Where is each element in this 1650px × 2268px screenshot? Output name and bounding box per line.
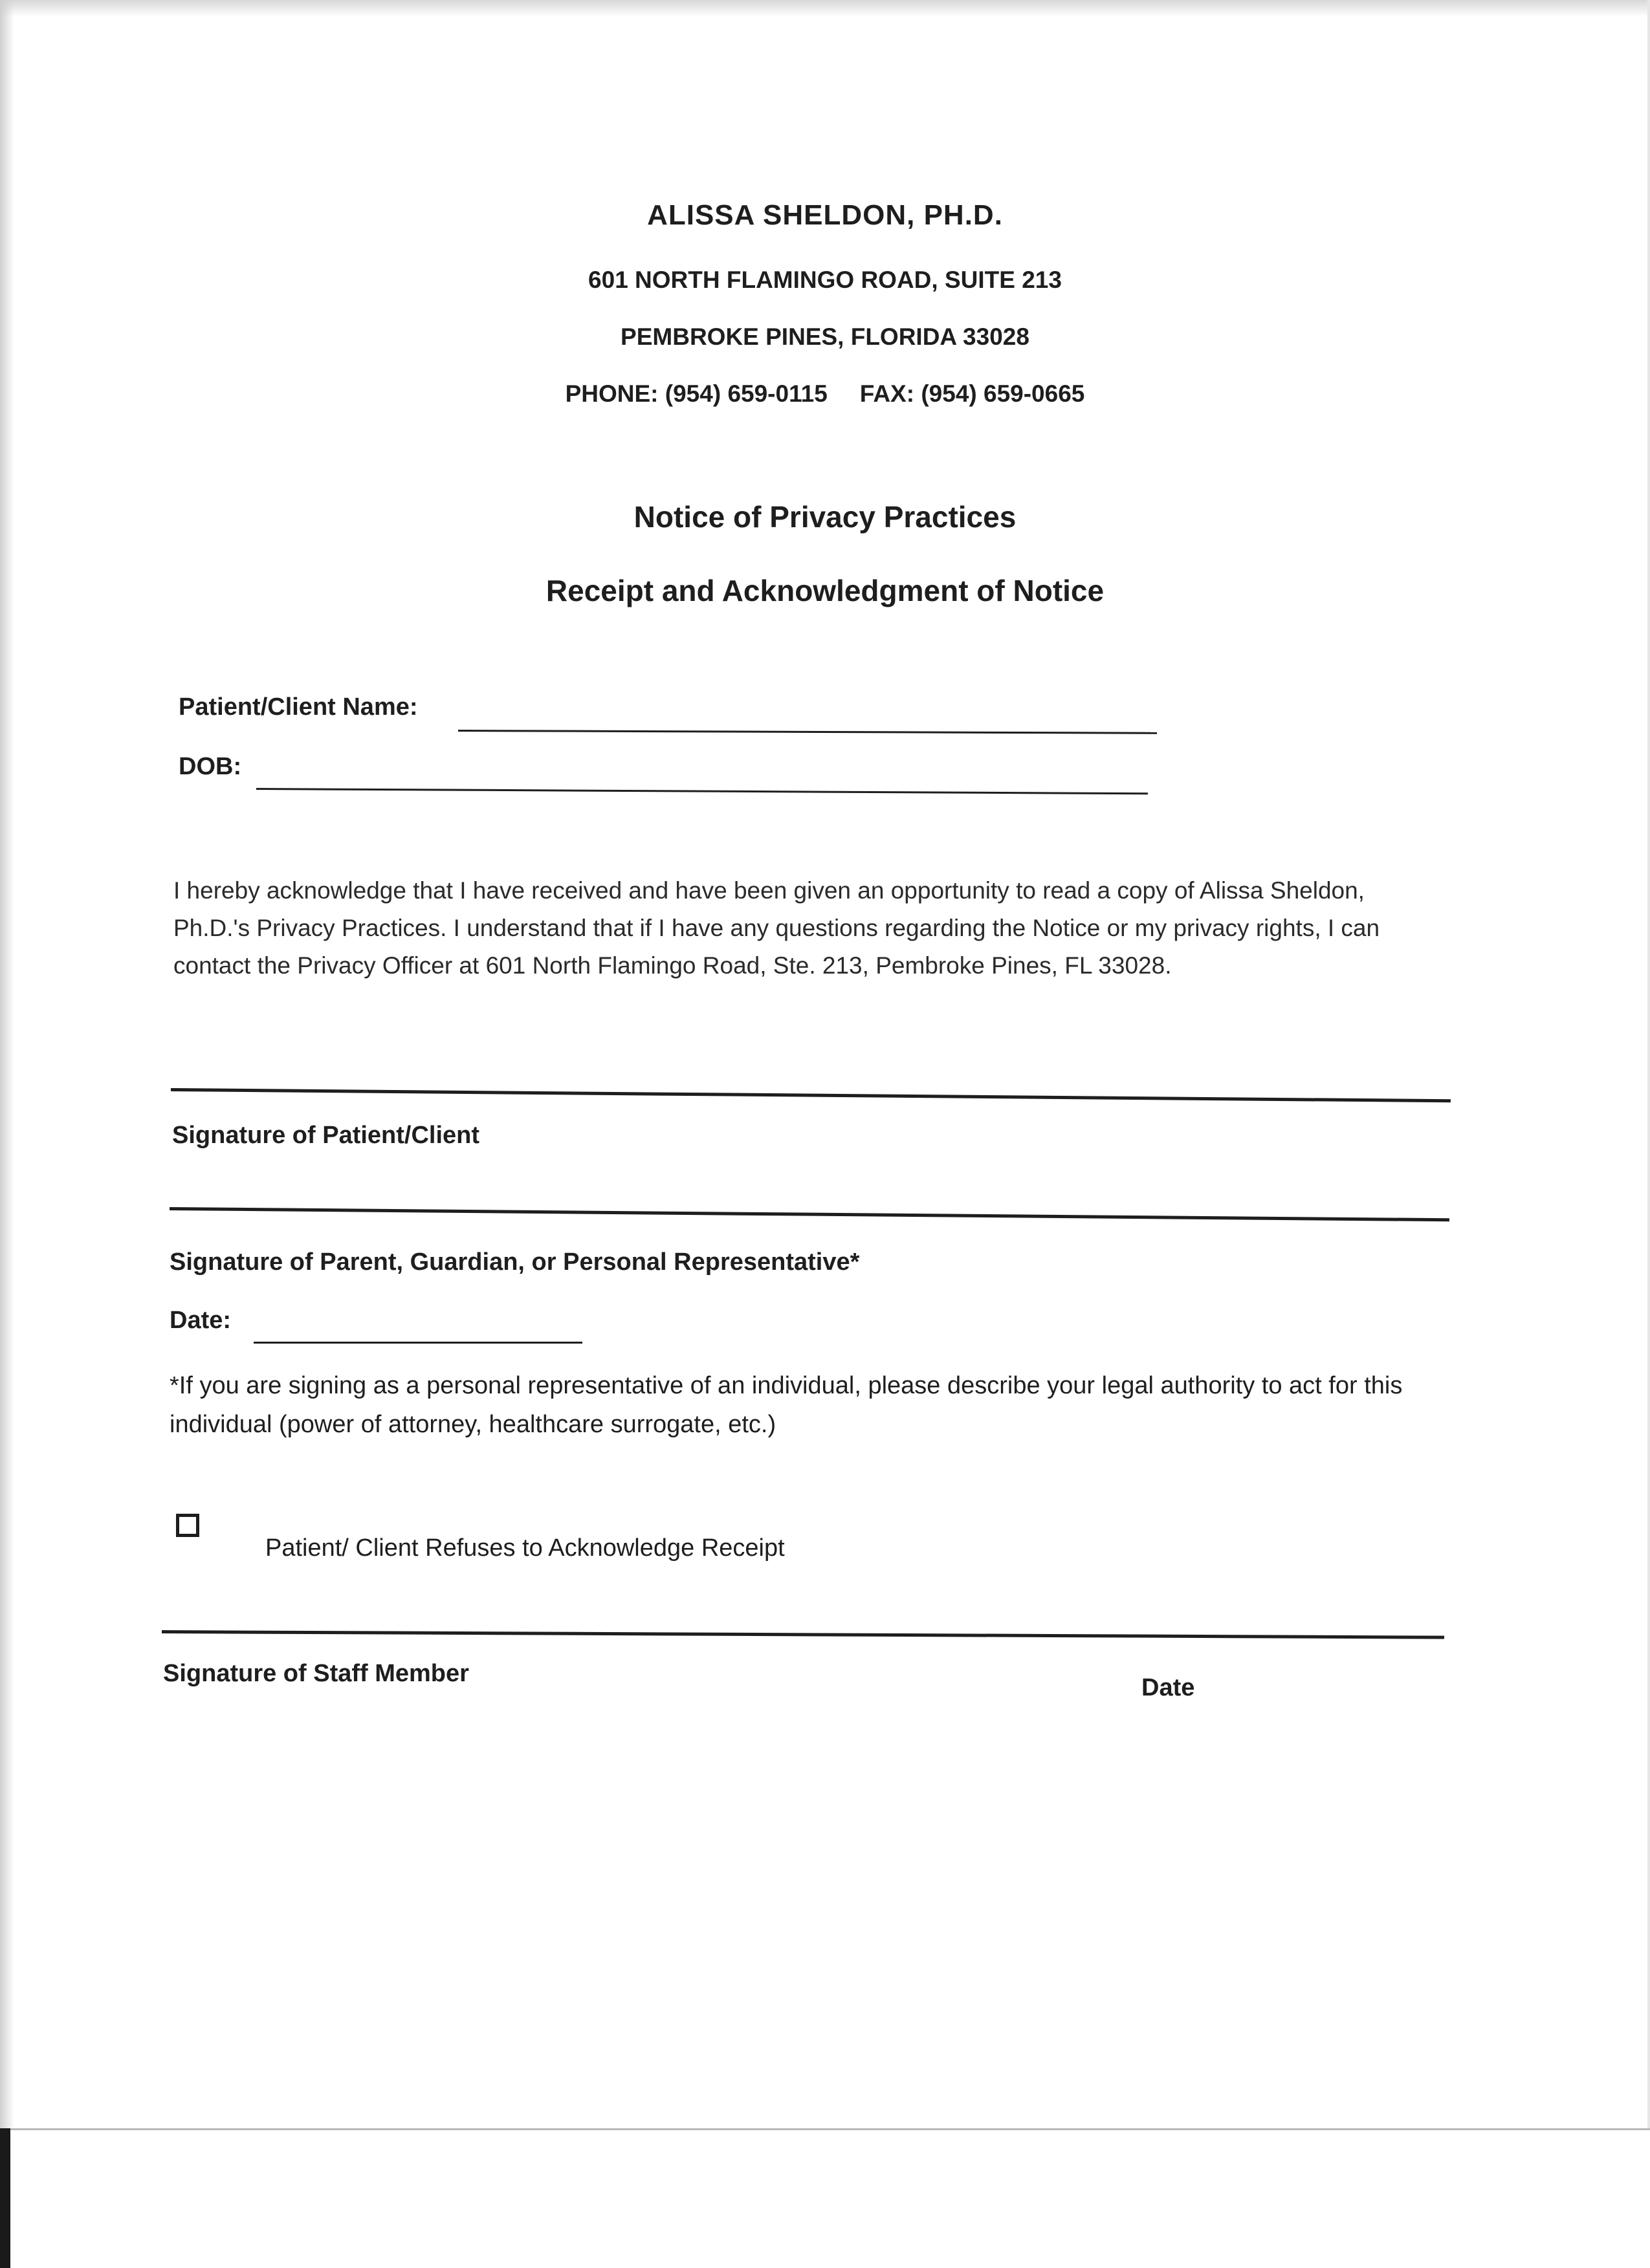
patient-signature-field[interactable] <box>171 1088 1451 1102</box>
date-label: Date: <box>170 1307 232 1334</box>
staff-date-label: Date <box>1141 1674 1195 1701</box>
patient-name-label: Patient/Client Name: <box>179 693 418 721</box>
date-field[interactable] <box>254 1342 582 1344</box>
scan-bottom-left-bar <box>0 2128 10 2268</box>
refusal-checkbox[interactable] <box>176 1514 199 1537</box>
address-line-2: PEMBROKE PINES, FLORIDA 33028 <box>621 323 1029 350</box>
dob-field[interactable] <box>256 788 1148 794</box>
acknowledgment-text: I hereby acknowledge that I have received and have been given an opportunity to read a copy of Alissa Sheldon, Ph.D.'s Privacy Practices. I understand that if I have any questions regarding the Notice or my privacy rights, I can contact the Privacy Officer at 601 North Flamingo Road, Ste. 213, Pembroke Pines, FL 33028. <box>173 877 1380 979</box>
scan-bottom-edge <box>0 2128 1650 2130</box>
contact-line <box>0 380 1650 408</box>
patient-name-field[interactable] <box>458 730 1157 734</box>
staff-signature-field[interactable] <box>162 1630 1444 1639</box>
dob-label: DOB: <box>179 753 242 780</box>
form-subtitle: Receipt and Acknowledgment of Notice <box>545 574 1105 607</box>
patient-signature-label: Signature of Patient/Client <box>172 1122 480 1149</box>
phone-number: PHONE: (954) 659-0115 <box>565 380 828 407</box>
scan-left-shadow <box>0 0 14 2128</box>
scan-top-shadow <box>0 0 1650 17</box>
representative-signature-field[interactable] <box>170 1207 1449 1221</box>
representative-signature-label: Signature of Parent, Guardian, or Personal Representative* <box>170 1248 860 1276</box>
scan-right-edge <box>1647 0 1650 2128</box>
address-line-1: 601 NORTH FLAMINGO ROAD, SUITE 213 <box>588 267 1062 293</box>
form-title: Notice of Privacy Practices <box>633 500 1017 534</box>
practitioner-name: ALISSA SHELDON, PH.D. <box>647 199 1003 231</box>
refusal-label: Patient/ Client Refuses to Acknowledge Receipt <box>265 1534 785 1562</box>
fax-number: FAX: (954) 659-0665 <box>859 380 1085 407</box>
staff-signature-label: Signature of Staff Member <box>163 1660 469 1687</box>
representative-note: *If you are signing as a personal representative of an individual, please describe your legal authority to act for this individual (power of attorney, healthcare surrogate, etc.) <box>170 1372 1403 1438</box>
